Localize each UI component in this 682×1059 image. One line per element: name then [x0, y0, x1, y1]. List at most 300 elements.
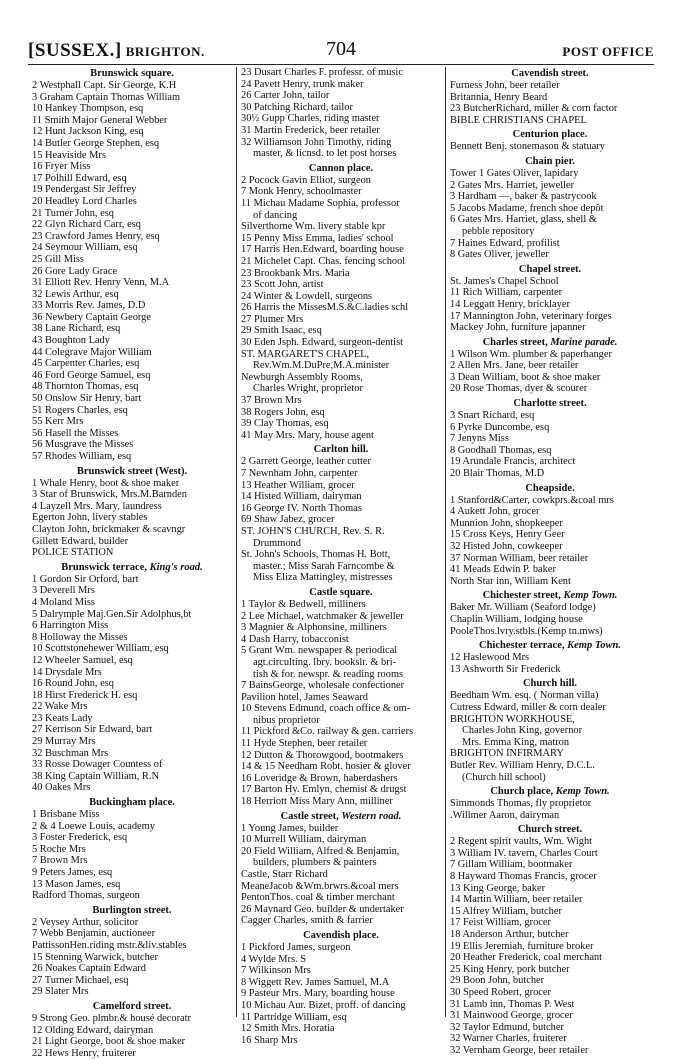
directory-entry: Baker Mr. William (Seaford lodge) — [450, 602, 596, 614]
directory-entry: 29 Murray Mrs — [32, 736, 96, 748]
street-heading — [32, 561, 232, 574]
directory-entry: 22 Glyn Richard Carr, esq — [32, 219, 141, 231]
directory-entry: Mackey John, furniture japanner — [450, 322, 586, 334]
street-name: Chichester terrace, — [478, 640, 565, 652]
street-heading — [32, 67, 232, 80]
directory-entry: 3 Foster Frederick, esq — [32, 832, 128, 844]
directory-entry: 30 Eden Jsph. Edward, surgeon-dentist — [241, 337, 403, 349]
street-section — [241, 443, 441, 584]
directory-entry: 43 Boughton Lady — [32, 335, 110, 347]
directory-entry: 56 Musgrave the Misses — [32, 439, 134, 451]
directory-entry: 33 Rosse Dowager Countess of — [32, 759, 163, 771]
directory-entry: 1 Wilson Wm. plumber & paperhanger — [450, 348, 612, 360]
directory-entry: 7 BainsGeorge, wholesale confectioner — [241, 680, 405, 692]
directory-entry: 24 Seymour William, esq — [32, 242, 138, 254]
directory-entry: 3 Graham Captain Thomas William — [32, 91, 181, 103]
street-name: Castle square. — [309, 586, 373, 598]
directory-entry: 21 Michelet Capt. Chas. fencing school — [241, 255, 406, 267]
directory-entry: master.; Miss Sarah Farncombe & — [253, 560, 395, 572]
directory-entry: 15 Heaviside Mrs — [32, 149, 106, 161]
street-name: Charlotte street. — [513, 398, 587, 410]
street-section — [450, 785, 650, 821]
directory-entry: Silverthorne Wm. livery stable kpr — [241, 221, 386, 233]
street-section — [32, 904, 232, 998]
street-section — [241, 586, 441, 808]
directory-entry: 31 Lamb inn, Thomas P. West — [450, 998, 575, 1010]
directory-entry: Cagger Charles, smith & farrier — [241, 915, 373, 927]
directory-entry: 29 Slater Mrs — [32, 986, 89, 998]
directory-entry: 32 Williamson John Timothy, riding — [241, 136, 392, 148]
directory-entry: Castle, Starr Richard — [241, 869, 328, 880]
street-section — [32, 561, 232, 794]
directory-entry: 27 Plumer Mrs — [241, 313, 304, 325]
street-heading — [450, 677, 650, 690]
directory-entry: Rev.Wm.M.DuPre,M.A.minister — [253, 360, 390, 372]
street-heading — [32, 1000, 232, 1013]
street-heading — [241, 586, 441, 599]
directory-entry: Munnion John, shopkeeper — [450, 517, 563, 529]
directory-entry: 15 Cross Keys, Henry Geer — [450, 529, 565, 541]
street-locality: King's road. — [149, 561, 203, 573]
directory-entry: Chaplin William, lodging house — [450, 613, 583, 625]
street-section — [241, 162, 441, 442]
street-section — [450, 639, 650, 675]
directory-entry: 7 Brown Mrs — [32, 855, 88, 867]
directory-entry: 3 Deverell Mrs — [32, 585, 95, 597]
directory-entry: 13 Mason James, esq — [32, 878, 121, 890]
directory-entry: Bennett Benj. stonemason & statuary — [450, 141, 605, 153]
directory-entry: 31 Elliott Rev. Henry Venn, M.A — [32, 277, 170, 289]
street-name: Cavendish place. — [303, 929, 379, 941]
street-section — [450, 128, 650, 153]
directory-entry: 11 Pickford &Co. railway & gen. carriers — [241, 726, 414, 738]
directory-entry: 32 Taylor Edmund, butcher — [450, 1021, 564, 1033]
directory-entry: 1 Gordon Sir Orford, bart — [32, 573, 139, 585]
column-1 — [28, 67, 236, 1059]
directory-entry: 2 Allen Mrs. Jane, beer retailer — [450, 360, 579, 372]
directory-entry: 8 Goodhall Thomas, esq — [450, 444, 552, 456]
directory-entry: 7 Gillam William, bootmaker — [450, 859, 573, 871]
street-heading — [450, 482, 650, 495]
street-locality: Marine parade. — [550, 336, 618, 348]
directory-entry: Newburgh Assembly Rooms, — [241, 371, 363, 383]
street-section — [241, 67, 441, 160]
directory-entry: 14 & 15 Needham Robt. hosier & glover — [241, 761, 411, 773]
directory-entry: 26 Gore Lady Grace — [32, 265, 118, 277]
directory-entry: 20 Headley Lord Charles — [32, 195, 137, 207]
directory-entry: 13 Ashworth Sir Frederick — [450, 663, 561, 675]
directory-entry: BRIGHTON WORKHOUSE, — [450, 713, 575, 725]
directory-entry: 41 Meads Edwin P. baker — [450, 564, 556, 576]
directory-entry: agt.circulting. lbry. bookslr. & bri- — [253, 656, 397, 668]
directory-entry: 46 Ford George Samuel, esq — [32, 369, 151, 381]
street-section — [32, 465, 232, 559]
directory-entry: Egerton John, livery stables — [32, 512, 148, 524]
directory-entry: master, & licnsd. to let post horses — [253, 148, 397, 160]
directory-entry: Simmonds Thomas, fly proprietor — [450, 798, 592, 810]
street-section — [450, 336, 650, 395]
directory-entry: 5 Jacobs Madame, french shoe depôt — [450, 202, 604, 214]
directory-entry: tish & for. newspr. & reading rooms — [253, 668, 404, 680]
page-header — [28, 36, 654, 66]
directory-entry: 16 Sharp Mrs — [241, 1034, 298, 1046]
directory-entry: 23 Keats Lady — [32, 712, 93, 724]
directory-entry: Radford Thomas, surgeon — [32, 890, 140, 902]
directory-entry: St. John's Schools, Thomas H. Bott, — [241, 549, 391, 561]
street-heading — [241, 929, 441, 942]
directory-entry: PattissonHen.riding mstr.&liv.stables — [32, 939, 187, 951]
street-locality: Kemp Town. — [555, 786, 610, 798]
directory-entry: Gillett Edward, builder — [32, 535, 129, 547]
column-2 — [236, 67, 445, 1046]
directory-entry: of dancing — [253, 209, 298, 221]
directory-entry: 14 Leggatt Henry, bricklayer — [450, 298, 570, 310]
directory-entry: 15 Penny Miss Emma, ladies' school — [241, 232, 394, 244]
directory-entry: 18 Hirst Frederick H. esq — [32, 689, 138, 701]
directory-entry: 32 Lewis Arthur, esq — [32, 288, 119, 300]
directory-entry: ST. JOHN'S CHURCH, Rev. S. R. — [241, 525, 385, 537]
directory-entry: 19 Pendergast Sir Jeffrey — [32, 184, 137, 196]
directory-entry: 9 Peters James, esq — [32, 867, 113, 878]
directory-entry: 31 Martin Frederick, beer retailer — [241, 124, 380, 136]
directory-entry: 19 Ellis Jeremiah, furniture broker — [450, 940, 594, 952]
directory-entry: 36 Newbery Captain George — [32, 311, 151, 323]
directory-entry: 32 Buschman Mrs — [32, 747, 109, 759]
directory-entry: 9 Pasteur Mrs. Mary, boarding house — [241, 988, 395, 1000]
directory-entry: 5 Roche Mrs — [32, 843, 86, 855]
street-heading — [32, 465, 232, 478]
street-name: Burlington street. — [92, 904, 172, 916]
directory-entry: 4 Aukett John, grocer — [450, 506, 540, 518]
directory-entry: 1 Stanford&Carter, cowkprs.&coal mrs — [450, 494, 614, 506]
directory-entry: Charles Wright, proprietor — [253, 383, 363, 395]
street-name: Cavendish street. — [511, 68, 589, 79]
directory-entry: 57 Rhodes William, esq — [32, 451, 132, 462]
directory-entry: 29 Boon John, butcher — [450, 975, 545, 987]
directory-entry: 2 Lee Michael, watchmaker & jeweller — [241, 610, 404, 622]
directory-entry: 51 Rogers Charles, esq — [32, 404, 128, 416]
directory-entry: 1 Whale Henry, boot & shoe maker — [32, 477, 180, 489]
directory-entry: North Star inn, William Kent — [450, 575, 571, 587]
directory-entry: 15 Alfrey William, butcher — [450, 905, 562, 917]
directory-entry: 14 Histed William, dairyman — [241, 491, 362, 503]
directory-entry: BIBLE CHRISTIANS CHAPEL — [450, 114, 587, 126]
directory-entry: 55 Kerr Mrs — [32, 416, 84, 428]
city-label: BRIGHTON. — [125, 44, 205, 59]
directory-entry: 20 Heather Frederick, coal merchant — [450, 952, 603, 964]
directory-entry: Britannia, Henry Beard — [450, 91, 548, 103]
directory-entry: Beedham Wm. esq. ( Norman villa) — [450, 690, 599, 702]
directory-entry: 11 Michau Madame Sophia, professor — [241, 197, 400, 209]
street-heading — [450, 336, 650, 349]
street-heading — [450, 589, 650, 602]
directory-entry: 45 Carpenter Charles, esq — [32, 358, 140, 370]
directory-entry: 30 Patching Richard, tailor — [241, 101, 353, 113]
directory-entry: 16 Loveridge & Brown, haberdashers — [241, 772, 398, 784]
directory-entry: 44 Colegrave Major William — [32, 346, 152, 358]
directory-entry: 2 Westphall Capt. Sir George, K.H — [32, 80, 177, 91]
directory-entry: 20 Field William, Alfred & Benjamin, — [241, 845, 400, 857]
directory-entry: 22 Hews Henry, fruiterer — [32, 1047, 136, 1059]
directory-entry: 12 Smith Mrs. Horatia — [241, 1023, 335, 1035]
directory-entry: Miss Eliza Mattingley, mistresses — [253, 572, 393, 584]
directory-entry: 10 Stevens Edmund, coach office & om- — [241, 703, 411, 715]
directory-entry: 8 Holloway the Misses — [32, 631, 128, 643]
street-heading — [241, 443, 441, 456]
street-heading — [450, 67, 650, 80]
directory-entry: builders, plumbers & painters — [253, 857, 377, 869]
directory-entry: 50 Onslow Sir Henry, bart — [32, 393, 142, 405]
directory-entry: PentonThos. coal & timber merchant — [241, 892, 395, 904]
directory-entry: 5 Grant Wm. newspaper & periodical — [241, 645, 398, 657]
directory-entry: 14 Martin William, beer retailer — [450, 894, 583, 906]
directory-entry: 23 Crawford James Henry, esq — [32, 230, 160, 242]
directory-entry: 5 Dalrymple Maj.Gen.Sir Adolphus,bt — [32, 608, 192, 620]
directory-entry: 48 Thornton Thomas, esq — [32, 381, 139, 393]
directory-entry: 6 Gates Mrs. Harriet, glass, shell & — [450, 214, 597, 226]
directory-entry: 8 Gates Oliver, jeweller — [450, 249, 549, 261]
directory-entry: 25 King Henry, pork butcher — [450, 963, 570, 975]
directory-title: POST OFFICE — [562, 44, 654, 59]
directory-entry: 20 Rose Thomas, dyer & scourer — [450, 383, 588, 395]
directory-entry: 14 Drysdale Mrs — [32, 666, 102, 678]
street-locality: Kemp Town. — [567, 640, 621, 652]
directory-entry: 37 Norman William, beer retailer — [450, 552, 589, 564]
street-name: Brunswick street (West). — [76, 465, 188, 477]
street-heading — [241, 162, 441, 175]
directory-entry: 17 Polhill Edward, esq — [32, 172, 127, 184]
directory-entry: 3 Snart Richard, esq — [450, 410, 535, 422]
directory-entry: 7 Newnham John, carpenter — [241, 468, 358, 479]
street-section — [32, 67, 232, 463]
street-name: Centurion place. — [512, 129, 588, 141]
directory-entry: POLICE STATION — [32, 547, 114, 559]
directory-entry: 12 Dutton & Thorowgood, bootmakers — [241, 749, 404, 761]
directory-entry: 11 Partridge William, esq — [241, 1011, 347, 1023]
directory-entry: 13 King George, baker — [450, 882, 546, 894]
directory-entry: 10 Scottstonehewer William, esq — [32, 643, 169, 655]
directory-entry: 21 Light George, boot & shoe maker — [32, 1036, 186, 1048]
directory-entry: Furness John, beer retailer — [450, 80, 560, 91]
directory-entry: 14 Butler George Stephen, esq — [32, 137, 160, 149]
directory-entry: 7 Jenyns Miss — [450, 433, 509, 445]
directory-entry: 38 Lane Richard, esq — [32, 323, 121, 335]
street-section — [450, 677, 650, 783]
header-rule — [28, 64, 654, 65]
directory-entry: 4 Layzell Mrs. Mary, laundress — [32, 500, 162, 512]
directory-entry: St. James's Chapel School — [450, 275, 559, 287]
directory-entry: 10 Hankey Thompson, esq — [32, 103, 144, 115]
street-section — [450, 155, 650, 261]
street-section — [450, 263, 650, 334]
street-heading — [450, 639, 650, 652]
street-heading — [241, 810, 441, 823]
directory-entry: 3 William IV. tavern, Charles Court — [450, 847, 598, 859]
directory-entry: 1 Brisbane Miss — [32, 809, 100, 821]
directory-entry: 15 Stenning Warwick, butcher — [32, 951, 158, 963]
directory-entry: 4 Wylde Mrs. S — [241, 953, 306, 965]
street-section — [32, 796, 232, 902]
directory-entry: 41 May Mrs. Mary, house agent — [241, 429, 374, 441]
directory-entry: 17 Barton Hy. Emlyn, chemist & drugst — [241, 784, 407, 796]
directory-entry: Charles John King, governor — [462, 725, 583, 737]
directory-entry: 17 Feist William, grocer — [450, 917, 551, 929]
street-name: Chichester street, — [482, 590, 561, 602]
directory-entry: 20 Blair Thomas, M.D — [450, 468, 545, 480]
street-heading — [32, 904, 232, 917]
directory-entry: 38 Rogers John, esq — [241, 406, 325, 418]
directory-entry: 7 Wilkinson Mrs — [241, 965, 311, 977]
directory-entry: 10 Michau Aur. Bizet, proff. of dancing — [241, 999, 406, 1011]
directory-entry: 8 Hayward Thomas Francis, grocer — [450, 871, 597, 883]
column-3 — [445, 67, 654, 1056]
street-name: Church hill. — [522, 678, 578, 690]
street-heading — [450, 263, 650, 276]
directory-entry: 4 Moland Miss — [32, 596, 95, 608]
directory-entry: Butler Rev. William Henry, D.C.L. — [450, 759, 595, 771]
directory-entry: pebble repository — [462, 225, 535, 237]
street-section — [32, 1000, 232, 1059]
directory-entry: 30½ Gupp Charles, riding master — [241, 113, 380, 125]
street-heading — [450, 397, 650, 410]
street-name: Charles street, — [482, 336, 548, 348]
street-locality: Western road. — [341, 810, 402, 822]
directory-entry: MeaneJacob &Wm.brwrs.&coal mers — [241, 880, 399, 892]
directory-entry: 31 Mainwood George, grocer — [450, 1010, 573, 1022]
directory-entry: 2 Pocock Gavin Elliot, surgeon — [241, 174, 371, 186]
directory-entry: 26 Maynard Geo. builder & undertaker — [241, 903, 404, 915]
street-name: Camelford street. — [92, 1000, 172, 1012]
directory-entry: 6 Pyrke Duncombe, esq — [450, 421, 550, 433]
directory-entry: 11 Hyde Stephen, beer retailer — [241, 738, 368, 750]
directory-entry: 32 Histed John, cowkeeper — [450, 541, 563, 552]
directory-entry: 27 Kerrison Sir Edward, bart — [32, 724, 153, 736]
directory-entry: 24 Pavett Henry, trunk maker — [241, 78, 364, 90]
directory-entry: 23 Scott John, artist — [241, 279, 324, 291]
directory-entry: 3 Hardham —, baker & pastrycook — [450, 191, 597, 203]
directory-entry: 12 Wheeler Samuel, esq — [32, 654, 133, 666]
directory-entry: Drummond — [253, 537, 301, 549]
directory-columns — [28, 67, 654, 1059]
directory-entry: 8 Wiggett Rev. James Samuel, M.A — [241, 976, 390, 988]
directory-entry: 10 Murrell William, dairyman — [241, 834, 367, 846]
directory-entry: 13 Heather William, grocer — [241, 479, 355, 491]
street-locality: Kemp Town. — [563, 590, 618, 602]
directory-entry: (Church hill school) — [462, 771, 546, 783]
street-name: Church street. — [517, 824, 583, 836]
directory-entry: 29 Smith Isaac, esq — [241, 325, 322, 337]
directory-entry: 26 Carter John, tailor — [241, 90, 330, 102]
directory-entry: 26 Noakes Captain Edward — [32, 963, 146, 975]
directory-entry: 7 Monk Henry, schoolmaster — [241, 186, 362, 198]
directory-entry: 9 Strong Geo. plmbr.& housé decoratr — [32, 1012, 192, 1024]
directory-entry: 22 Wake Mrs — [32, 701, 88, 713]
street-name: Castle street, — [280, 810, 339, 822]
directory-entry: 2 & 4 Loewe Louis, academy — [32, 820, 155, 832]
directory-entry: 12 Hunt Jackson King, esq — [32, 126, 144, 138]
street-name: Church place, — [490, 786, 554, 798]
directory-entry: 38 King Captain William, R.N — [32, 770, 159, 782]
directory-entry: 1 Young James, builder — [241, 822, 339, 834]
street-section — [450, 589, 650, 637]
directory-entry: 2 Gates Mrs. Harriet, jeweller — [450, 179, 575, 191]
directory-entry: 32 Vernham George, beer retailer — [450, 1044, 589, 1056]
directory-entry: 11 Smith Major General Webber — [32, 114, 168, 126]
directory-entry: Clayton John, brickmaker & scavngr — [32, 523, 186, 535]
directory-entry: 26 Harris the MissesM.S.&C.ladies schl — [241, 302, 409, 314]
directory-entry: 32 Warner Charles, fruiterer — [450, 1033, 567, 1045]
street-heading — [450, 155, 650, 168]
directory-entry: 7 Webb Benjamin, auctioneer — [32, 928, 156, 940]
directory-entry: 21 Turner John, esq — [32, 207, 114, 219]
street-name: Chain pier. — [525, 155, 575, 167]
directory-entry: 18 Anderson Arthur, butcher — [450, 929, 569, 941]
directory-entry: 2 Veysey Arthur, solicitor — [32, 916, 139, 928]
directory-entry: 2 Garrett George, leather cutter — [241, 456, 371, 468]
directory-entry: 23 Dusart Charles F. professr. of music — [241, 67, 403, 78]
directory-entry: 69 Shaw Jabez, grocer — [241, 514, 335, 526]
street-heading — [32, 796, 232, 809]
street-section — [450, 823, 650, 1056]
directory-entry: ST. MARGARET'S CHAPEL, — [241, 348, 370, 360]
directory-entry: 3 Magnier & Alphonsine, milliners — [241, 622, 387, 634]
street-section — [450, 482, 650, 588]
page-number: 704 — [326, 38, 356, 60]
directory-entry: 3 Star of Brunswick, Mrs.M.Barnden — [32, 489, 187, 501]
street-name: Brunswick square. — [90, 68, 174, 79]
directory-entry: 17 Harris Hen.Edward, boarding house — [241, 244, 404, 256]
street-name: Cannon place. — [308, 162, 374, 174]
directory-entry: 37 Brown Mrs — [241, 395, 302, 407]
directory-entry: 56 Hasell the Misses — [32, 427, 119, 439]
directory-entry: 6 Harrington Miss — [32, 620, 109, 632]
directory-entry: 24 Winter & Lowdell, surgeons — [241, 290, 373, 302]
directory-entry: 19 Arundale Francis, architect — [450, 456, 576, 468]
street-heading — [450, 785, 650, 798]
directory-entry: Cutress Edward, miller & corn dealer — [450, 701, 606, 713]
directory-entry: BRIGHTON INFIRMARY — [450, 748, 564, 760]
directory-entry: 40 Oakes Mrs — [32, 782, 91, 794]
street-section — [450, 67, 650, 126]
street-name: Brunswick terrace, — [61, 561, 147, 573]
directory-entry: 4 Dash Harry, tobacconist — [241, 633, 349, 645]
directory-entry: 12 Haslewood Mrs — [450, 652, 530, 664]
directory-entry: 25 Gill Miss — [32, 253, 84, 265]
directory-entry: 3 Dean William, boot & shoe maker — [450, 371, 601, 383]
directory-entry: 23 Brookbank Mrs. Maria — [241, 267, 350, 279]
street-section — [241, 929, 441, 1046]
directory-entry: 33 Morris Rev. James, D.D — [32, 300, 146, 312]
street-name: Chapel street. — [518, 263, 582, 275]
directory-entry: .Willmer Aaron, dairyman — [450, 809, 560, 821]
directory-entry: 11 Rich William, carpenter — [450, 287, 563, 299]
directory-entry: 1 Pickford James, surgeon — [241, 941, 351, 953]
street-section — [241, 810, 441, 927]
directory-entry: Tower 1 Gates Oliver, lapidary — [450, 167, 579, 179]
directory-entry: 16 George IV. North Thomas — [241, 502, 362, 514]
street-name: Buckingham place. — [89, 797, 175, 809]
directory-entry: 7 Haines Edward, profilist — [450, 237, 560, 249]
directory-entry: 2 Regent spirit vaults, Wm. Wight — [450, 836, 593, 848]
street-name: Cheapside. — [525, 482, 575, 494]
directory-entry: 39 Clay Thomas, esq — [241, 418, 329, 430]
directory-entry: 30 Speed Robert, grocer — [450, 987, 551, 998]
directory-entry: Pavilion hotel, James Seaward — [241, 691, 368, 703]
directory-entry: PooleThos.lvry.stbls.(Kemp tn.mws) — [450, 625, 603, 637]
directory-entry: 27 Turner Michael, esq — [32, 974, 129, 986]
directory-entry: nibus proprietor — [253, 714, 320, 726]
directory-entry: 23 ButcherRichard, miller & corn factor — [450, 103, 618, 115]
